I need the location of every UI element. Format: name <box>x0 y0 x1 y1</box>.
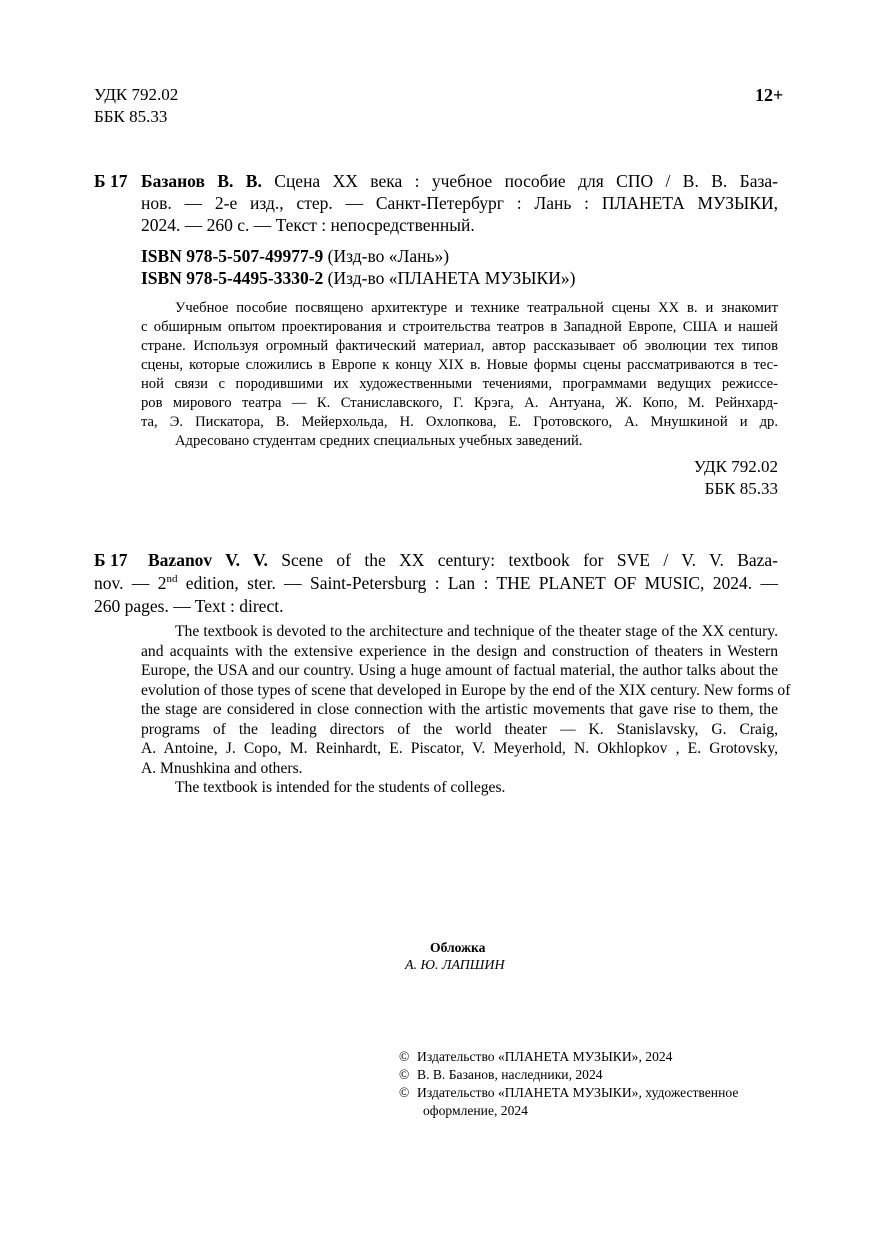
copyright-text: В. В. Базанов, наследники, 2024 <box>417 1067 603 1082</box>
copyright-line <box>399 1066 738 1084</box>
copyright-text: Издательство «ПЛАНЕТА МУЗЫКИ», 2024 <box>417 1049 673 1064</box>
isbn-planeta-publisher: (Изд-во «ПЛАНЕТА МУЗЫКИ») <box>323 268 576 288</box>
en-edition-number: nov. — 2 <box>94 573 167 593</box>
ru-abstract-line: ной связи с породившими их художественными течениями, программами ведущих режиссе- <box>141 376 778 392</box>
bbk-code: ББК 85.33 <box>94 107 168 126</box>
ru-classification-right <box>600 456 778 500</box>
copyright-symbol: © <box>399 1049 410 1064</box>
copyright-block <box>399 1048 738 1120</box>
copyright-text: Издательство «ПЛАНЕТА МУЗЫКИ», художественное <box>417 1085 739 1100</box>
en-audience: The textbook is intended for the students of colleges. <box>175 779 506 796</box>
en-abstract-line: A. Antoine, J. Copo, M. Reinhardt, E. Piscator, V. Meyerhold, N. Okhlopkov , E. Grotovsky, <box>141 740 778 757</box>
en-catalog-code: Б 17 <box>94 550 128 570</box>
ru-abstract-line: та, Э. Пискатора, В. Мейерхольда, Н. Охлопкова, Е. Гротовского, А. Мнушкиной и др. <box>141 414 778 430</box>
ru-record-line-1 <box>141 170 778 192</box>
ru-record-line-3: 2024. — 260 с. — Текст : непосредственный. <box>141 215 475 235</box>
ru-abstract-line: стране. Используя огромный фактический материал, автор рассказывает об эволюции тех типов <box>141 338 778 354</box>
isbn-lan-publisher: (Изд-во «Лань») <box>323 246 450 266</box>
ru-abstract-line: ров мирового театра — К. Станиславского, Г. Крэга, А. Антуана, Ж. Копо, М. Рейнхард- <box>141 395 778 411</box>
copyright-symbol: © <box>399 1085 410 1100</box>
ru-abstract-line: сцены, которые сложились в Европе к концу XIX в. Новые формы сцены рассматриваются в тес- <box>141 357 778 373</box>
isbn-block <box>141 245 575 289</box>
ru-author: Базанов В. В. <box>141 171 262 191</box>
en-title: Scene of the XX century: textbook for SVE / V. V. Baza- <box>281 550 779 570</box>
ru-record-line-2: нов. — 2-е изд., стер. — Санкт-Петербург : Лань : ПЛАНЕТА МУЗЫКИ, <box>141 193 778 213</box>
en-abstract-line: A. Mnushkina and others. <box>141 759 303 777</box>
ru-bibliographic-record <box>141 170 778 236</box>
en-bibliographic-record <box>94 549 778 618</box>
copyright-line <box>399 1084 738 1102</box>
en-abstract-line: evolution of those types of scene that developed in Europe by the end of the XIX century. New forms of <box>141 681 791 699</box>
ru-abstract-line: Учебное пособие посвящено архитектуре и технике театральной сцены XX в. и знакомит <box>175 300 778 316</box>
en-abstract-line: The textbook is devoted to the architecture and technique of the theater stage of the XX century. <box>175 623 778 640</box>
ru-title: Сцена XX века : учебное пособие для СПО / В. В. База- <box>274 171 779 191</box>
en-abstract-line: Europe, the USA and our country. Using a huge amount of factual material, the author talks about the <box>141 662 778 679</box>
copyright-line <box>399 1048 738 1066</box>
ru-catalog-code: Б 17 <box>94 171 128 191</box>
ru-audience: Адресовано студентам средних специальных учебных заведений. <box>175 433 583 449</box>
copyright-symbol: © <box>399 1067 410 1082</box>
en-edition-suffix: nd <box>166 573 178 585</box>
en-record-line-2 <box>94 572 778 595</box>
en-author: Bazanov V. V. <box>148 550 268 570</box>
age-rating: 12+ <box>755 85 784 105</box>
udk-code: УДК 792.02 <box>94 85 179 104</box>
bbk-code-right: ББК 85.33 <box>704 479 778 498</box>
isbn-planeta <box>141 267 575 289</box>
en-abstract-line: programs of the leading directors of the world theater — K. Stanislavsky, G. Craig, <box>141 720 778 738</box>
en-abstract-line: and acquaints with the extensive experience in the design and construction of theaters in Western <box>141 642 778 660</box>
cover-credit-title: Обложка <box>430 940 486 955</box>
en-imprint: edition, ster. — Saint-Petersburg : Lan : THE PLANET OF MUSIC, 2024. — <box>177 573 778 593</box>
cover-artist-name: А. Ю. ЛАПШИН <box>405 958 505 973</box>
ru-abstract-line: с обширным опытом проектирования и строительства театров в Западной Европе, США и нашей <box>141 319 778 335</box>
en-record-line-1 <box>94 549 778 572</box>
copyright-line-continued: оформление, 2024 <box>423 1103 528 1118</box>
header-classification <box>94 84 178 128</box>
isbn-planeta-number: ISBN 978-5-4495-3330-2 <box>141 268 324 288</box>
udk-code-right: УДК 792.02 <box>693 457 778 476</box>
en-record-line-3: 260 pages. — Text : direct. <box>94 596 284 616</box>
en-abstract-line: the stage are considered in close connection with the artistic movements that gave rise to them, the <box>141 701 778 718</box>
isbn-lan <box>141 245 575 267</box>
en-abstract <box>141 622 791 798</box>
ru-abstract <box>141 299 778 451</box>
isbn-lan-number: ISBN 978-5-507-49977-9 <box>141 246 324 266</box>
